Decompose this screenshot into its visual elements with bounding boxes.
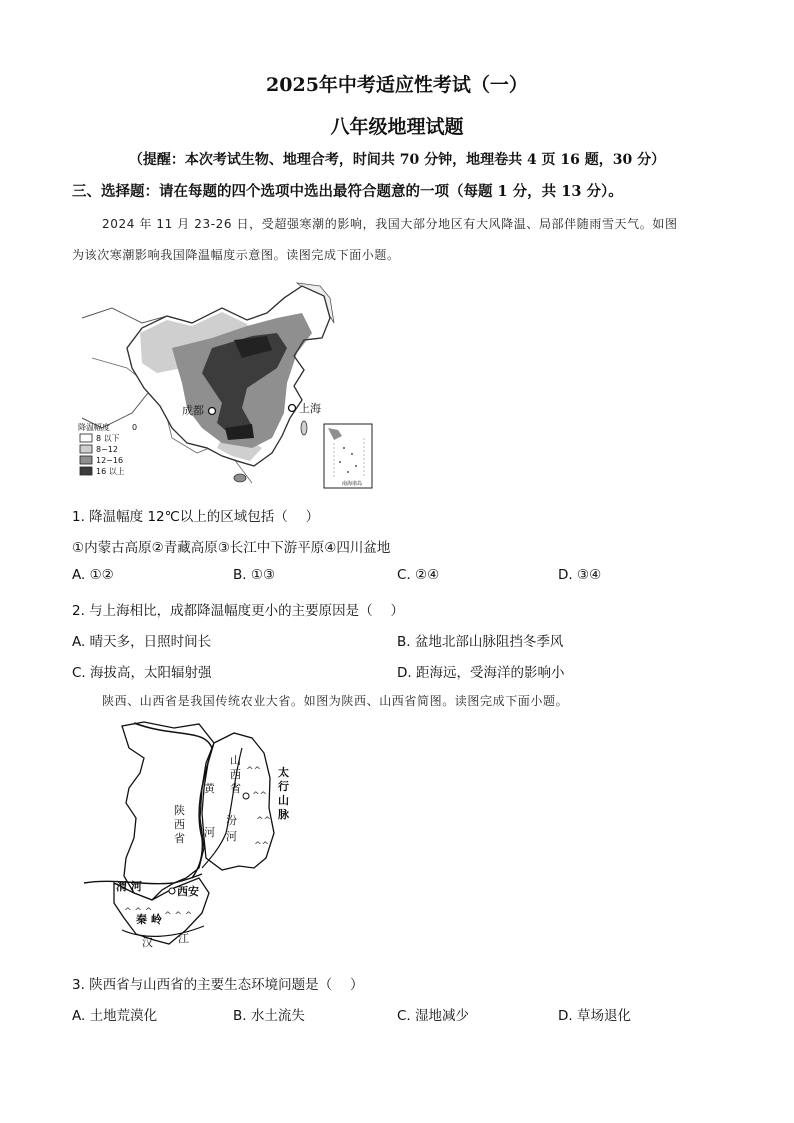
taihang-label-4: 脉 — [278, 808, 289, 821]
legend-item-3: 12−16 — [96, 456, 124, 465]
q3-stem: 3. 陕西省与山西省的主要生态环境问题是（ ） — [72, 977, 364, 993]
group1-intro-line2: 为该次寒潮影响我国降温幅度示意图。读图完成下面小题。 — [72, 248, 400, 262]
legend-item-1: 8 以下 — [96, 434, 120, 443]
shanxi-label-1: 山 — [230, 754, 241, 767]
south-china-sea-inset — [324, 424, 372, 488]
q2-option-a[interactable]: A. 晴天多，日照时间长 — [72, 634, 212, 650]
legend-zero: 0 — [132, 423, 138, 432]
q1-stem: 1. 降温幅度 12℃以上的区域包括（ ） — [72, 509, 320, 525]
shaanxi-label-2: 西 — [174, 818, 185, 831]
q1-option-b[interactable]: B. ①③ — [233, 567, 276, 583]
inset-label: 南海诸岛 — [342, 481, 363, 487]
han-label: 汉 — [142, 936, 153, 949]
qinling-label: 秦 岭 — [136, 913, 162, 926]
group1-intro-line1: 2024 年 11 月 23-26 日，受超强寒潮的影响，我国大部分地区有大风降温、局部伴随雨雪天气。如图 — [102, 217, 678, 231]
weihe-label: 渭 河 — [116, 880, 142, 893]
svg-text:^ ^ ^: ^ ^ ^ — [164, 911, 193, 921]
exam-subtitle: 八年级地理试题 — [330, 116, 464, 138]
legend-item-2: 8−12 — [96, 445, 118, 454]
exam-notice: （提醒：本次考试生物、地理合考，时间共 70 分钟，地理卷共 4 页 16 题，30 分） — [128, 152, 666, 168]
q1-items: ①内蒙古高原②青藏高原③长江中下游平原④四川盆地 — [72, 540, 391, 556]
q3-option-c[interactable]: C. 湿地减少 — [397, 1008, 470, 1024]
q3-option-a[interactable]: A. 土地荒漠化 — [72, 1008, 158, 1024]
q1-option-a[interactable]: A. ①② — [72, 567, 114, 583]
q2-stem: 2. 与上海相比，成都降温幅度更小的主要原因是（ ） — [72, 603, 404, 619]
exam-title: 2025年中考适应性考试（一） — [266, 74, 528, 96]
taihang-label-1: 太 — [278, 766, 289, 779]
svg-text:^^: ^^ — [254, 841, 270, 851]
q2-option-c[interactable]: C. 海拔高，太阳辐射强 — [72, 665, 212, 681]
huanghe-label-2: 河 — [204, 826, 215, 839]
fenhe-label-2: 河 — [226, 830, 237, 843]
fenhe-label-1: 汾 — [226, 814, 237, 827]
shaanxi-shanxi-map — [74, 718, 304, 963]
shaanxi-label-1: 陕 — [174, 804, 185, 817]
taihang-label-3: 山 — [278, 794, 289, 807]
group2-intro: 陕西、山西省是我国传统农业大省。如图为陕西、山西省简图。读图完成下面小题。 — [102, 694, 569, 708]
legend-title: 降温幅度 — [78, 423, 110, 432]
huanghe-label-1: 黄 — [204, 782, 215, 795]
q2-option-b[interactable]: B. 盆地北部山脉阻挡冬季风 — [397, 634, 564, 650]
china-cooling-map — [72, 278, 392, 493]
svg-text:^ ^ ^: ^ ^ ^ — [124, 907, 153, 917]
shanxi-label-2: 西 — [230, 768, 241, 781]
cooling-legend — [78, 422, 137, 476]
xian-marker — [169, 888, 175, 894]
xian-label: 西安 — [177, 885, 199, 898]
q2-option-d[interactable]: D. 距海远，受海洋的影响小 — [397, 665, 565, 681]
jiang-label: 江 — [178, 932, 189, 945]
shanxi-label-3: 省 — [230, 782, 241, 795]
chengdu-marker — [209, 408, 216, 415]
taihang-label-2: 行 — [278, 780, 289, 793]
legend-item-4: 16 以上 — [96, 467, 125, 476]
q1-option-d[interactable]: D. ③④ — [558, 567, 602, 583]
q1-option-c[interactable]: C. ②④ — [397, 567, 440, 583]
shaanxi-label-3: 省 — [174, 832, 185, 845]
taiyuan-marker — [243, 793, 249, 799]
q3-option-b[interactable]: B. 水土流失 — [233, 1008, 305, 1024]
q3-option-d[interactable]: D. 草场退化 — [558, 1008, 631, 1024]
chengdu-label: 成都 — [182, 404, 204, 417]
svg-text:^^: ^^ — [256, 816, 272, 826]
section-title: 三、选择题：请在每题的四个选项中选出最符合题意的一项（每题 1 分，共 13 分）。 — [72, 183, 623, 200]
shanghai-label: 上海 — [299, 402, 321, 415]
svg-text:^^: ^^ — [252, 791, 268, 801]
shanghai-marker — [289, 405, 296, 412]
svg-text:^^: ^^ — [246, 766, 262, 776]
